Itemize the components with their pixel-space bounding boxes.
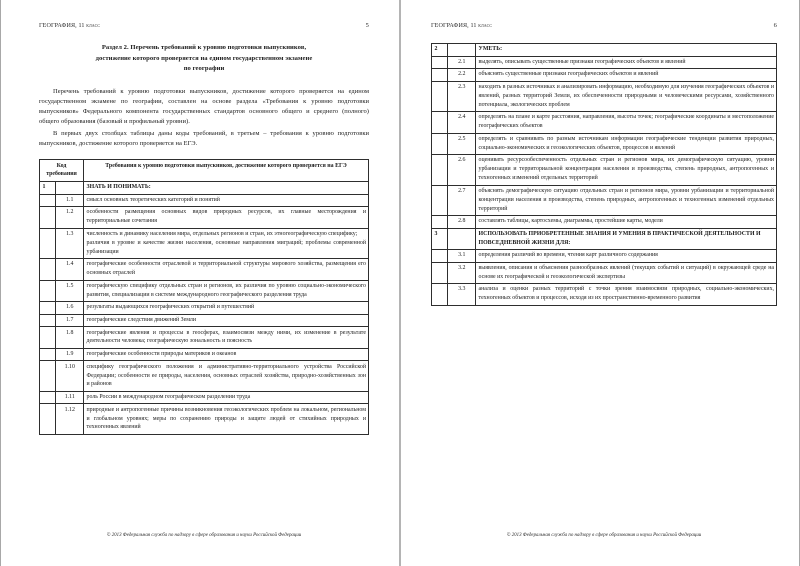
table-row	[40, 391, 369, 404]
requirement-minor-code: 1.12	[56, 404, 84, 434]
requirement-text-line: географические явления и процессы в геосферах, взаимосвязи между ними, их изменение в результате деятельности человека; географическую зональность и поясность	[86, 329, 366, 345]
requirement-text	[476, 133, 777, 155]
requirement-major-code	[432, 112, 448, 134]
requirement-text	[476, 81, 777, 111]
footer-right: © 2013 Федеральная служба по надзору в сфере образования и науки Российской Федерации	[506, 533, 702, 538]
table-row	[40, 207, 369, 229]
running-head-title-left: ГЕОГРАФИЯ, 11 класс	[39, 23, 101, 29]
requirement-text-line: географические особенности природы материков и океанов	[86, 351, 237, 357]
requirement-minor-code: 1.8	[56, 327, 84, 349]
page-right	[400, 0, 800, 566]
requirement-text-line: роль России в международном географическом разделении труда	[86, 394, 251, 400]
requirement-minor-code: 2.4	[448, 112, 476, 134]
requirements-table-right	[431, 43, 777, 306]
requirement-text	[476, 69, 777, 82]
requirement-minor-code: 3.3	[448, 284, 476, 306]
requirement-text-line: природные и антропогенные причины возникновения геоэкологических проблем на локальном, региональном и глобальном уровнях; меры по сохранению природы и защите людей от стихийных природных и техногенных явлений	[86, 406, 366, 431]
requirement-text-line: находить в разных источниках и анализировать информацию, необходимую для изучения географических объектов и явлений, разных территорий Земли, их обеспеченности природными и человеческими ресурсами, хозяйственного потенциала, экологических проблем	[478, 84, 774, 108]
requirement-text	[84, 302, 369, 315]
requirement-major-code	[432, 216, 448, 229]
requirement-minor-code: 2.6	[448, 155, 476, 185]
requirement-major-code	[40, 327, 56, 349]
requirement-major-code	[432, 56, 448, 69]
requirement-text-line: особенности размещения основных видов природных ресурсов, их главные месторождения и территориальные сочетания	[86, 209, 366, 225]
requirement-major-code	[40, 207, 56, 229]
table-row	[432, 284, 777, 306]
requirement-text	[84, 327, 369, 349]
requirement-major-code	[40, 280, 56, 302]
requirement-major-code	[432, 81, 448, 111]
requirement-minor-code: 1.3	[56, 228, 84, 258]
requirement-text	[476, 284, 777, 306]
requirement-text	[84, 280, 369, 302]
requirements-table-left	[39, 159, 369, 435]
requirement-major-code	[40, 348, 56, 361]
footer-left: © 2013 Федеральная служба по надзору в сфере образования и науки Российской Федерации	[106, 533, 302, 538]
page-right-inner	[431, 22, 777, 556]
table-row	[432, 81, 777, 111]
requirement-text	[476, 250, 777, 263]
requirement-major-code	[40, 391, 56, 404]
requirement-minor-code: 3.2	[448, 262, 476, 284]
requirement-major-code: 3	[432, 228, 448, 250]
section-title	[45, 43, 363, 75]
running-head-right	[431, 22, 777, 29]
requirement-text-line: объяснять существенные признаки географических объектов и явлений	[478, 71, 659, 78]
running-head-left	[39, 22, 369, 29]
requirement-text	[476, 56, 777, 69]
table-row	[40, 181, 369, 194]
requirement-minor-code: 1.1	[56, 194, 84, 207]
requirement-minor-code	[56, 181, 84, 194]
requirement-major-code	[40, 302, 56, 315]
requirement-text-line: ИСПОЛЬЗОВАТЬ ПРИОБРЕТЕННЫЕ ЗНАНИЯ И УМЕНИЯ В ПРАКТИЧЕСКОЙ ДЕЯТЕЛЬНОСТИ И ПОВСЕДНЕВНОЙ ЖИЗНИ ДЛЯ:	[478, 230, 761, 246]
requirement-text-line: оценивать ресурсообеспеченность отдельных стран и регионов мира, их демографическую ситуацию, уровни урбанизации и территориальной концентрации населения и производства, степень природных, антропогенных и техногенных изменений отдельных территорий	[478, 157, 774, 182]
requirement-text	[84, 228, 369, 258]
requirement-text-line: выявления, описания и объяснения разнообразных явлений (текущих событий и ситуаций) в окружающей среде на основе их географической и геоэкологической экспертизы	[478, 264, 774, 280]
section-title-line-2: достижение которого проверяется на едином государственном экзамене	[95, 54, 313, 62]
requirement-text-line: определения различий во времени, чтения карт различного содержания	[478, 252, 658, 259]
requirement-text-line: географические особенности отраслевой и территориальной структуры мирового хозяйства, размещения его основных отраслей	[86, 261, 366, 277]
requirement-text-line: численность и динамику населения мира, отдельных регионов и стран, их этногеографическую специфику;	[86, 230, 358, 237]
section-title-line-1: Раздел 2. Перечень требований к уровню подготовки выпускников,	[101, 44, 307, 51]
requirement-text	[84, 404, 369, 434]
table-row	[40, 280, 369, 302]
page-number-right: 6	[773, 22, 777, 29]
requirement-major-code: 1	[40, 181, 56, 194]
requirement-text	[84, 348, 369, 361]
table-row	[40, 361, 369, 391]
page-left-inner	[39, 22, 369, 556]
table-row	[40, 348, 369, 361]
requirement-minor-code: 1.4	[56, 259, 84, 281]
requirement-major-code: 2	[432, 44, 448, 57]
requirement-minor-code: 1.6	[56, 302, 84, 315]
requirement-major-code	[432, 155, 448, 185]
requirement-text-line: результаты выдающихся географических открытий и путешествий	[86, 304, 255, 311]
requirement-minor-code: 1.10	[56, 361, 84, 391]
intro-paragraph-2: В первых двух столбцах таблицы даны коды требований, в третьем – требования к уровню подготовки выпускников, достижение которого проверяется на ЕГЭ.	[39, 129, 369, 147]
requirement-major-code	[40, 259, 56, 281]
requirement-text	[84, 314, 369, 327]
running-head-title-right: ГЕОГРАФИЯ, 11 класс	[431, 23, 493, 29]
table-row	[432, 155, 777, 185]
table-row	[432, 262, 777, 284]
table-row	[432, 216, 777, 229]
table-row	[432, 185, 777, 215]
section-title-line-3: по географии	[183, 65, 225, 73]
intro-paragraph-1: Перечень требований к уровню подготовки выпускников, достижение которого проверяется на едином государственном экзамене по географии, составлен на основе раздела «Требования к уровню подготовки выпускников» Федерального компонента государственных стандартов основного общего и среднего (полного) общего образования (базовый и профильный уровни).	[39, 88, 369, 126]
table-row	[432, 112, 777, 134]
table-body-right	[432, 44, 777, 306]
requirement-major-code	[40, 314, 56, 327]
requirement-text-line: географические следствия движений Земли	[86, 316, 197, 323]
requirement-minor-code: 2.7	[448, 185, 476, 215]
requirement-text	[476, 262, 777, 284]
table-row	[432, 133, 777, 155]
table-row	[432, 228, 777, 250]
requirement-minor-code: 1.5	[56, 280, 84, 302]
table-row	[40, 228, 369, 258]
requirement-text	[84, 391, 369, 404]
requirement-major-code	[40, 228, 56, 258]
requirement-major-code	[432, 69, 448, 82]
requirement-text	[476, 185, 777, 215]
requirement-text	[84, 361, 369, 391]
requirement-text	[84, 181, 369, 194]
table-row	[432, 69, 777, 82]
requirement-text	[84, 207, 369, 229]
requirement-minor-code: 2.3	[448, 81, 476, 111]
requirement-minor-code: 2.2	[448, 69, 476, 82]
requirement-major-code	[40, 404, 56, 434]
table-row	[40, 314, 369, 327]
requirement-text-line: выделять, описывать существенные признаки географических объектов и явлений	[478, 58, 686, 65]
requirement-minor-code	[448, 44, 476, 57]
table-row	[40, 327, 369, 349]
requirement-major-code	[432, 262, 448, 284]
requirement-text-line: анализа и оценки разных территорий с точки зрения взаимосвязи природных, социально-экономических, техногенных объектов и процессов, исходя из их пространственно-временного развития	[478, 286, 774, 302]
table-header-row	[40, 159, 369, 181]
requirement-major-code	[40, 194, 56, 207]
requirement-text	[84, 194, 369, 207]
requirement-text	[84, 259, 369, 281]
requirement-text	[476, 112, 777, 134]
requirement-minor-code: 1.9	[56, 348, 84, 361]
requirement-minor-code: 2.8	[448, 216, 476, 229]
table-row	[40, 302, 369, 315]
table-header-code: Код требования	[40, 159, 84, 181]
requirement-major-code	[432, 284, 448, 306]
table-header-requirements: Требования к уровню подготовки выпускников, достижение которого проверяется на ЕГЭ	[84, 159, 369, 181]
table-row	[40, 259, 369, 281]
requirement-text-line: определять и сравнивать по разным источникам информации географические тенденции развития природных, социально-экономических и геоэкологических объектов, процессов и явлений	[478, 135, 774, 151]
table-row	[432, 250, 777, 263]
table-body-left	[40, 181, 369, 434]
requirement-minor-code: 1.11	[56, 391, 84, 404]
page-number-left: 5	[365, 22, 369, 29]
requirement-text-line: составлять таблицы, картосхемы, диаграммы, простейшие карты, модели	[478, 218, 663, 225]
requirement-text-line: определять на плане и карте расстояния, направления, высоты точек; географические координаты и местоположение географических объектов	[478, 114, 774, 130]
table-row	[40, 404, 369, 434]
requirement-minor-code: 1.2	[56, 207, 84, 229]
requirement-major-code	[432, 133, 448, 155]
requirement-minor-code: 2.5	[448, 133, 476, 155]
requirement-major-code	[432, 185, 448, 215]
requirement-text-line: географическую специфику отдельных стран и регионов, их различия по уровню социально-экономического развития, специализации в системе международного географического разделения труда	[86, 282, 366, 298]
table-row	[40, 194, 369, 207]
table-row	[432, 56, 777, 69]
requirement-text	[476, 155, 777, 185]
requirement-major-code	[40, 361, 56, 391]
requirement-minor-code: 3.1	[448, 250, 476, 263]
requirement-text-line: смысл основных теоретических категорий и понятий	[86, 196, 220, 203]
requirement-text-line: различия в уровне и качестве жизни населения, основные направления миграций; проблемы современной урбанизации	[86, 239, 366, 255]
requirement-text-line: ЗНАТЬ И ПОНИМАТЬ:	[86, 184, 151, 191]
requirement-text-line: УМЕТЬ:	[478, 46, 503, 53]
requirement-minor-code	[448, 228, 476, 250]
requirement-text	[476, 228, 777, 250]
requirement-minor-code: 1.7	[56, 314, 84, 327]
requirement-text	[476, 216, 777, 229]
table-row	[432, 44, 777, 57]
requirement-text-line: объяснять демографическую ситуацию отдельных стран и регионов мира, уровни урбанизации и территориальной концентрации населения и производства, степень природных, антропогенных и техногенных изменений отдельных территорий	[478, 187, 774, 212]
requirement-text-line: специфику географического положения и административно-территориального устройства Российской Федерации; особенности ее природы, населения, основных отраслей хозяйства, природно-хозяйственных зон и районов	[86, 363, 366, 388]
requirement-major-code	[432, 250, 448, 263]
requirement-text	[476, 44, 777, 57]
requirement-minor-code: 2.1	[448, 56, 476, 69]
